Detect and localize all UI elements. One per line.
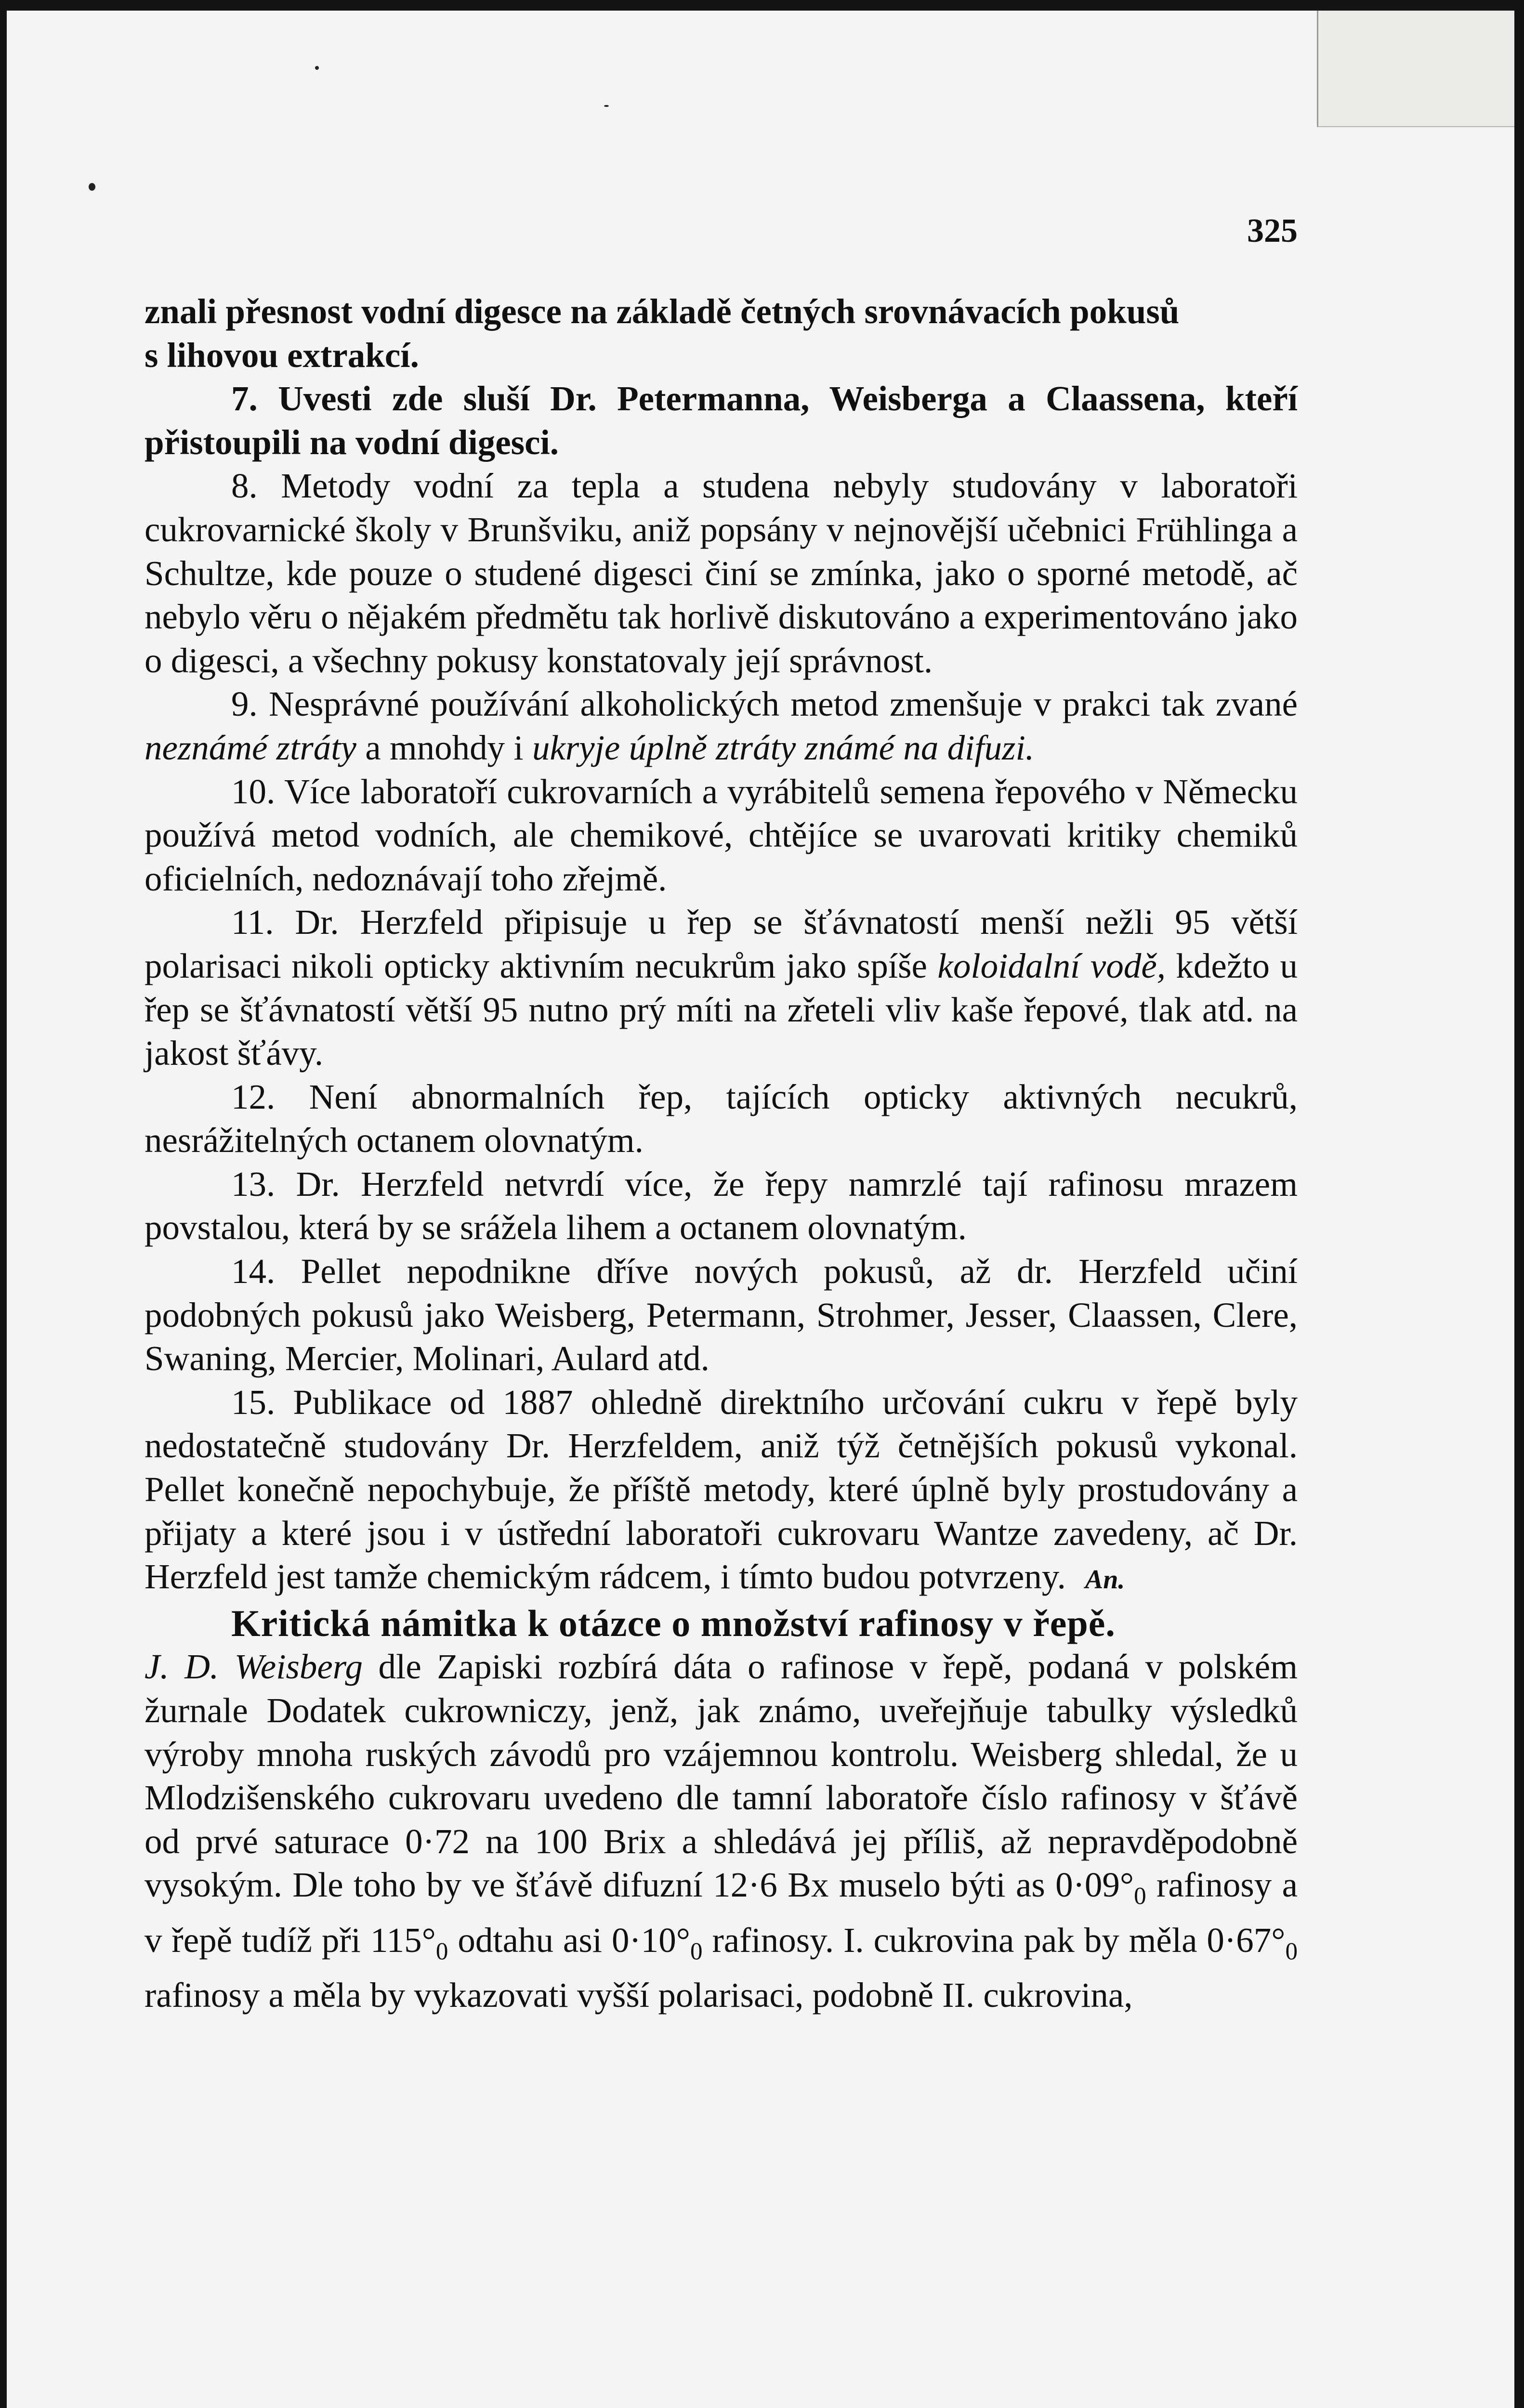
article-text-a: dle Zapiski rozbírá dáta o rafinose v řepě, podaná v polském žurnale Dodatek cukrowniczy, jenž, jak známo, uveřejňuje tabulky výsledků výroby mnoha ruských závodů pro vzájemnou kontrolu. Weisberg shledal, že u Mlodzišenského cukrovaru uvedeno dle tamní laboratoře číslo rafinosy v šťávě od prvé saturace 0·72 na 100 Brix a shledává jej příliš, až nepravděpodobně vysokým. Dle toho by ve šťávě difuzní 12·6 Bx muselo býti as 0·09 [145, 1647, 1298, 1905]
percent-subscript: 0 [435, 1937, 448, 1965]
article-text-e: rafinosy a měla by vykazovati vyšší polarisaci, podobně II. cukrovina, [145, 1975, 1133, 2015]
article-text-b: rafinosy a v řepě tudíž při 115 [145, 1865, 1298, 1960]
item-15-text: 15. Publikace od 1887 ohledně direktního určování cukru v řepě byly nedostatečně studovány Dr. Herzfeldem, aniž týž četnějších pokusů vykonal. Pellet konečně nepochybuje, že příště metody, které úplně byly prostudovány a přijaty a které jsou i v ústřední laboratoři cukrovaru Wantze zavedeny, ač Dr. Herzfeld jest tamže chemickým rádcem, i tímto budou potvrzeny. [145, 1382, 1298, 1597]
article-text-d: rafinosy. I. cukrovina pak by měla 0·67 [702, 1920, 1272, 1960]
item-11-text-a: 11. Dr. Herzfeld připisuje u řep se šťávnatostí menší nežli 95 větší polarisaci nikoli opticky aktivním necukrům jako spíše [145, 903, 1298, 985]
item-11 [145, 901, 1298, 1075]
item-9-text-b: a mnohdy i [356, 728, 532, 767]
item-9-emphasis-a: neznámé ztráty [145, 728, 356, 767]
article-text-c: odtahu asi 0·10 [448, 1920, 676, 1960]
percent-degree-mark: ° [676, 1920, 690, 1960]
page-number: 325 [1247, 212, 1298, 249]
item-15 [145, 1381, 1298, 1602]
item-13: 13. Dr. Herzfeld netvrdí více, že řepy namrzlé tají rafinosu mrazem povstalou, která by se srážela lihem a octanem olovnatým. [145, 1164, 1298, 1247]
percent-subscript: 0 [690, 1937, 703, 1965]
item-14: 14. Pellet nepodnikne dříve nových pokusů, až dr. Herzfeld učiní podobných pokusů jako Weisberg, Petermann, Strohmer, Jesser, Claassen, Clere, Swaning, Mercier, Molinari, Aulard atd. [145, 1252, 1298, 1378]
intro-paragraph [145, 290, 1298, 377]
item-11-emphasis: koloidalní vodě, [937, 946, 1166, 985]
scan-speck [315, 66, 319, 70]
percent-degree-mark: ° [1119, 1865, 1134, 1905]
item-7: 7. Uvesti zde sluší Dr. Petermanna, Weisberga a Claassena, kteří přistoupili na vodní digesci. [145, 379, 1298, 462]
item-10: 10. Více laboratoří cukrovarních a vyrábitelů semena řepového v Německu používá metod vodních, ale chemikové, chtějíce se uvarovati kritiky chemiků oficielních, nedoznávají toho zřejmě. [145, 772, 1298, 898]
percent-degree-mark: ° [421, 1920, 436, 1960]
percent-subscript: 0 [1285, 1937, 1298, 1965]
scan-edge-artifact [1317, 11, 1514, 127]
item-12: 12. Není abnormalních řep, tajících opticky aktivných necukrů, nesrážitelných octanem olovnatým. [145, 1077, 1298, 1160]
scan-speck [604, 105, 609, 107]
item-8: 8. Metody vodní za tepla a studena nebyly studovány v laboratoři cukrovarnické školy v Brunšviku, aniž popsány v nejnovější učebnici Frühlinga a Schultze, kde pouze o studené digesci činí se zmínka, jako o sporné metodě, ač nebylo věru o nějakém předmětu tak horlivě diskutováno a experimentováno jako o digesci, a všechny pokusy konstatovaly její správnost. [145, 466, 1298, 680]
item-9-text-a: 9. Nesprávné používání alkoholických metod zmenšuje v prakci tak zvané [231, 684, 1298, 724]
article-author: J. D. Weisberg [145, 1647, 363, 1687]
scan-speck [89, 183, 95, 191]
intro-line-1: znali přesnost vodní digesce na základě četných srovnávacích pokusů [145, 292, 1180, 331]
percent-degree-mark: ° [1271, 1920, 1286, 1960]
item-11-text-b: kdežto u řep se šťávnatostí větší 95 nutno prý míti na zřeteli vliv kaše řepové, tlak atd. na jakost šťávy. [145, 946, 1298, 1073]
article-body [145, 1645, 1298, 2017]
item-9 [145, 682, 1298, 770]
scanned-page [7, 11, 1514, 2408]
intro-line-2: s lihovou extrakcí. [145, 335, 419, 375]
percent-subscript: 0 [1134, 1882, 1146, 1910]
article-heading: Kritická námitka k otázce o množství rafinosy v řepě. [231, 1602, 1116, 1644]
item-9-emphasis-b: ukryje úplně ztráty známé na difuzi. [532, 728, 1035, 767]
document-body [145, 290, 1298, 2017]
signature: An. [1085, 1565, 1125, 1595]
